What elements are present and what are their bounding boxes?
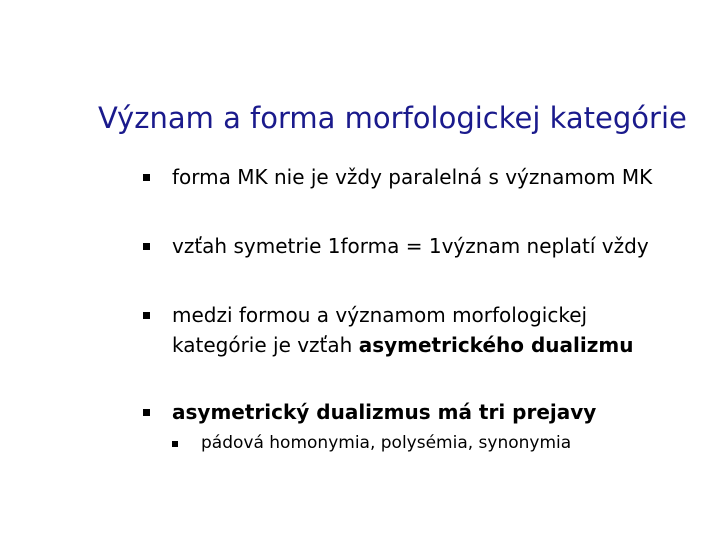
- bullet-item-3-line-2: [172, 332, 633, 358]
- sub-bullet-item-1-text: pádová homonymia, polysémia, synonymia: [201, 433, 572, 453]
- bullet-item-4-text: [172, 399, 596, 425]
- square-bullet-icon: [143, 243, 150, 250]
- square-sub-bullet-icon: [172, 441, 178, 447]
- bullet-item-4-bold-text: asymetrický dualizmus má tri prejavy: [172, 400, 597, 424]
- bullet-item-3-line-1: medzi formou a významom morfologickej: [172, 303, 588, 327]
- square-bullet-icon: [143, 312, 150, 319]
- bullet-item-1-text: forma MK nie je vždy paralelná s významom MK: [172, 165, 653, 189]
- bullet-item-2-text: vzťah symetrie 1forma = 1význam neplatí vždy: [172, 234, 649, 258]
- square-bullet-icon: [143, 174, 150, 181]
- bullet-item-3-plain-text: kategórie je vzťah: [172, 333, 359, 357]
- square-bullet-icon: [143, 409, 150, 416]
- slide-title: Význam a forma morfologickej kategórie: [98, 101, 687, 135]
- bullet-item-3-bold-text: asymetrického dualizmu: [358, 333, 634, 357]
